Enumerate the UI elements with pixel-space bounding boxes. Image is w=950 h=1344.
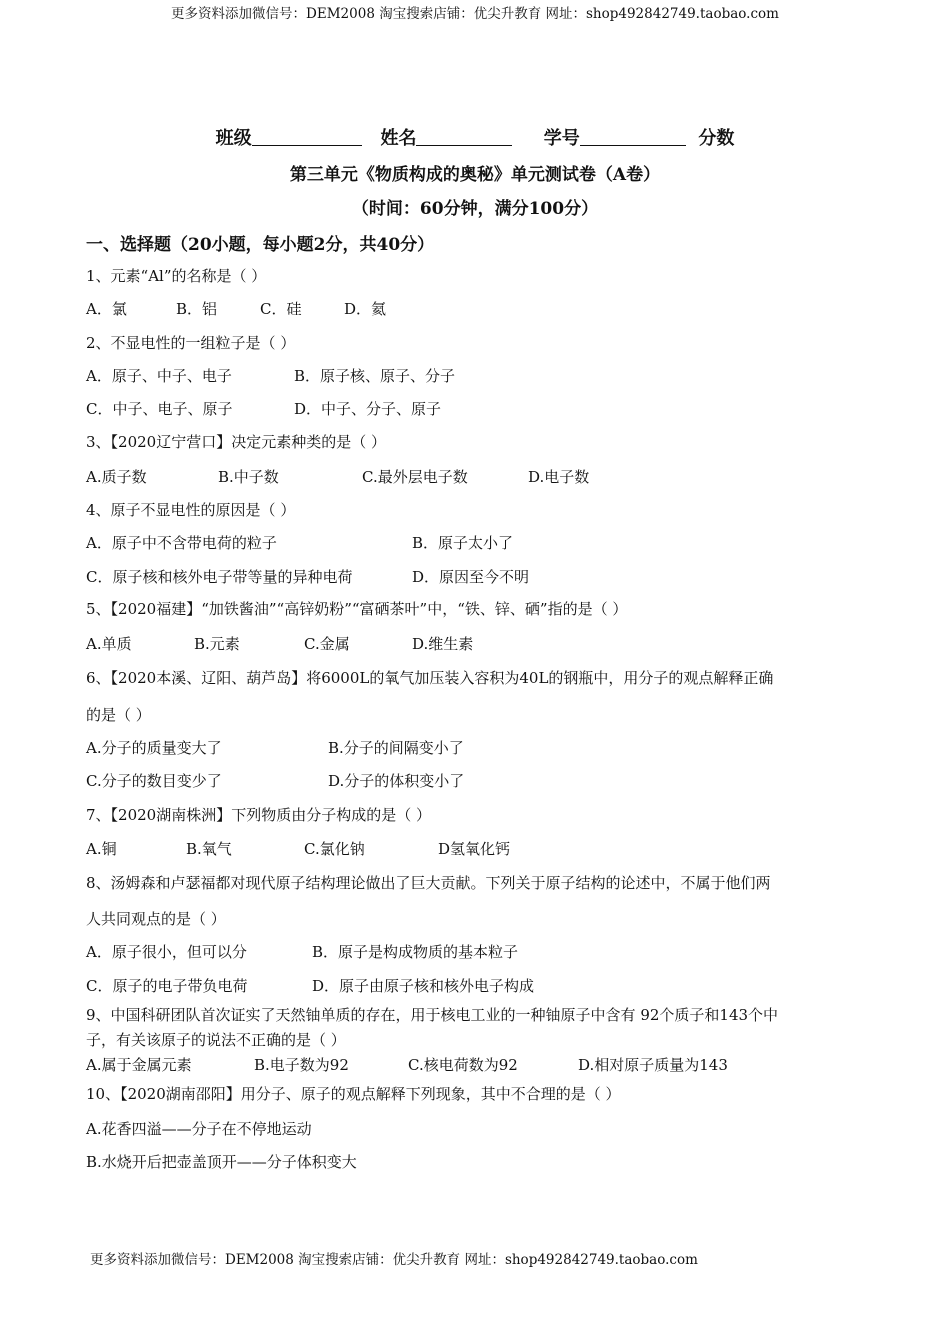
option-c: C.最外层电子数 <box>362 468 468 486</box>
option-b: B．原子是构成物质的基本粒子 <box>312 943 519 961</box>
option-c: C．原子的电子带负电荷 <box>86 977 248 995</box>
option-c: C．原子核和核外电子带等量的异种电荷 <box>86 568 353 586</box>
option-b: B.电子数为92 <box>254 1056 349 1074</box>
question-3-options <box>86 466 886 488</box>
question-5-stem: 5、【2020福建】“加铁酱油”“高锌奶粉”“富硒茶叶”中，“铁、锌、硒”指的是（ ） <box>86 600 628 618</box>
option-d: D氢氧化钙 <box>438 840 511 858</box>
question-9-stem: 9、中国科研团队首次证实了天然铀单质的存在，用于核电工业的一种铀原子中含有 92个质子和143个中 <box>86 1006 779 1024</box>
option-d: D.维生素 <box>412 635 474 653</box>
question-1-options <box>86 298 886 320</box>
option-a: A．原子、中子、电子 <box>86 367 232 385</box>
option-a: A.铜 <box>86 840 117 858</box>
option-b: B.中子数 <box>218 468 279 486</box>
question-10-option-b: B.水烧开后把壶盖顶开——分子体积变大 <box>86 1153 357 1171</box>
question-1-stem: 1、元素“Al”的名称是（ ） <box>86 267 267 285</box>
option-a: A．原子很小，但可以分 <box>86 943 247 961</box>
question-8-options-row2 <box>86 975 886 997</box>
option-d: D.电子数 <box>528 468 590 486</box>
question-6-options-row1 <box>86 737 886 759</box>
question-9-options <box>86 1054 886 1076</box>
option-b: B．铝 <box>176 300 218 318</box>
student-info-line <box>0 124 950 150</box>
score-label: 分数 <box>698 128 735 149</box>
option-c: C．硅 <box>260 300 302 318</box>
option-b: B.分子的间隔变小了 <box>328 739 464 757</box>
question-10-stem: 10、【2020湖南邵阳】用分子、原子的观点解释下列现象，其中不合理的是（ ） <box>86 1085 621 1103</box>
question-2-stem: 2、不显电性的一组粒子是（ ） <box>86 334 296 352</box>
option-b: B．原子太小了 <box>412 534 514 552</box>
option-a: A．原子中不含带电荷的粒子 <box>86 534 277 552</box>
question-8-stem: 8、汤姆森和卢瑟福都对现代原子结构理论做出了巨大贡献。下列关于原子结构的论述中，不属于他们两 <box>86 874 771 892</box>
class-blank <box>252 127 362 146</box>
question-7-stem: 7、【2020湖南株洲】下列物质由分子构成的是（ ） <box>86 806 431 824</box>
option-d: D.分子的体积变小了 <box>328 772 465 790</box>
option-a: A.属于金属元素 <box>86 1056 192 1074</box>
exam-title: 第三单元《物质构成的奥秘》单元测试卷（A卷） <box>289 165 661 185</box>
question-4-options-row1 <box>86 532 886 554</box>
name-label: 姓名 <box>380 128 417 149</box>
option-b: B．原子核、原子、分子 <box>294 367 456 385</box>
section-heading: 一、选择题（20小题，每小题2分，共40分） <box>86 235 435 255</box>
option-c: C.氯化钠 <box>304 840 365 858</box>
option-d: D．中子、分子、原子 <box>294 400 442 418</box>
question-9-stem-cont: 子，有关该原子的说法不正确的是（ ） <box>86 1031 346 1049</box>
question-8-options-row1 <box>86 941 886 963</box>
page-header: 更多资料添加微信号：DEM2008 淘宝搜索店铺：优尖升教育 网址：shop492842749.taobao.com <box>171 6 779 22</box>
option-d: D．原因至今不明 <box>412 568 530 586</box>
option-d: D．原子由原子核和核外电子构成 <box>312 977 535 995</box>
option-a: A.单质 <box>86 635 132 653</box>
option-c: C.金属 <box>304 635 350 653</box>
option-b: B.氧气 <box>186 840 232 858</box>
number-label: 学号 <box>543 128 580 149</box>
option-a: A.分子的质量变大了 <box>86 739 222 757</box>
option-c: C．中子、电子、原子 <box>86 400 233 418</box>
option-b: B.元素 <box>194 635 240 653</box>
option-c: C.分子的数目变少了 <box>86 772 222 790</box>
exam-time: （时间：60分钟，满分100分） <box>351 199 599 219</box>
question-2-options-row2 <box>86 398 886 420</box>
option-d: D.相对原子质量为143 <box>578 1056 728 1074</box>
question-7-options <box>86 838 886 860</box>
option-c: C.核电荷数为92 <box>408 1056 518 1074</box>
question-6-stem: 6、【2020本溪、辽阳、葫芦岛】将6000L的氧气加压装入容积为40L的钢瓶中，用分子的观点解释正确 <box>86 669 774 687</box>
page-footer: 更多资料添加微信号：DEM2008 淘宝搜索店铺：优尖升教育 网址：shop492842749.taobao.com <box>90 1252 698 1268</box>
question-8-stem-cont: 人共同观点的是（ ） <box>86 910 226 928</box>
question-5-options <box>86 633 886 655</box>
question-3-stem: 3、【2020辽宁营口】决定元素种类的是（ ） <box>86 433 386 451</box>
question-4-stem: 4、原子不显电性的原因是（ ） <box>86 501 296 519</box>
question-2-options-row1 <box>86 365 886 387</box>
class-label: 班级 <box>215 128 252 149</box>
question-6-options-row2 <box>86 770 886 792</box>
question-6-stem-cont: 的是（ ） <box>86 706 151 724</box>
option-d: D．氦 <box>344 300 387 318</box>
option-a: A.质子数 <box>86 468 147 486</box>
option-a: A．氯 <box>86 300 127 318</box>
question-4-options-row2 <box>86 566 886 588</box>
question-10-option-a: A.花香四溢——分子在不停地运动 <box>86 1120 312 1138</box>
name-blank <box>416 127 512 146</box>
number-blank <box>580 127 686 146</box>
